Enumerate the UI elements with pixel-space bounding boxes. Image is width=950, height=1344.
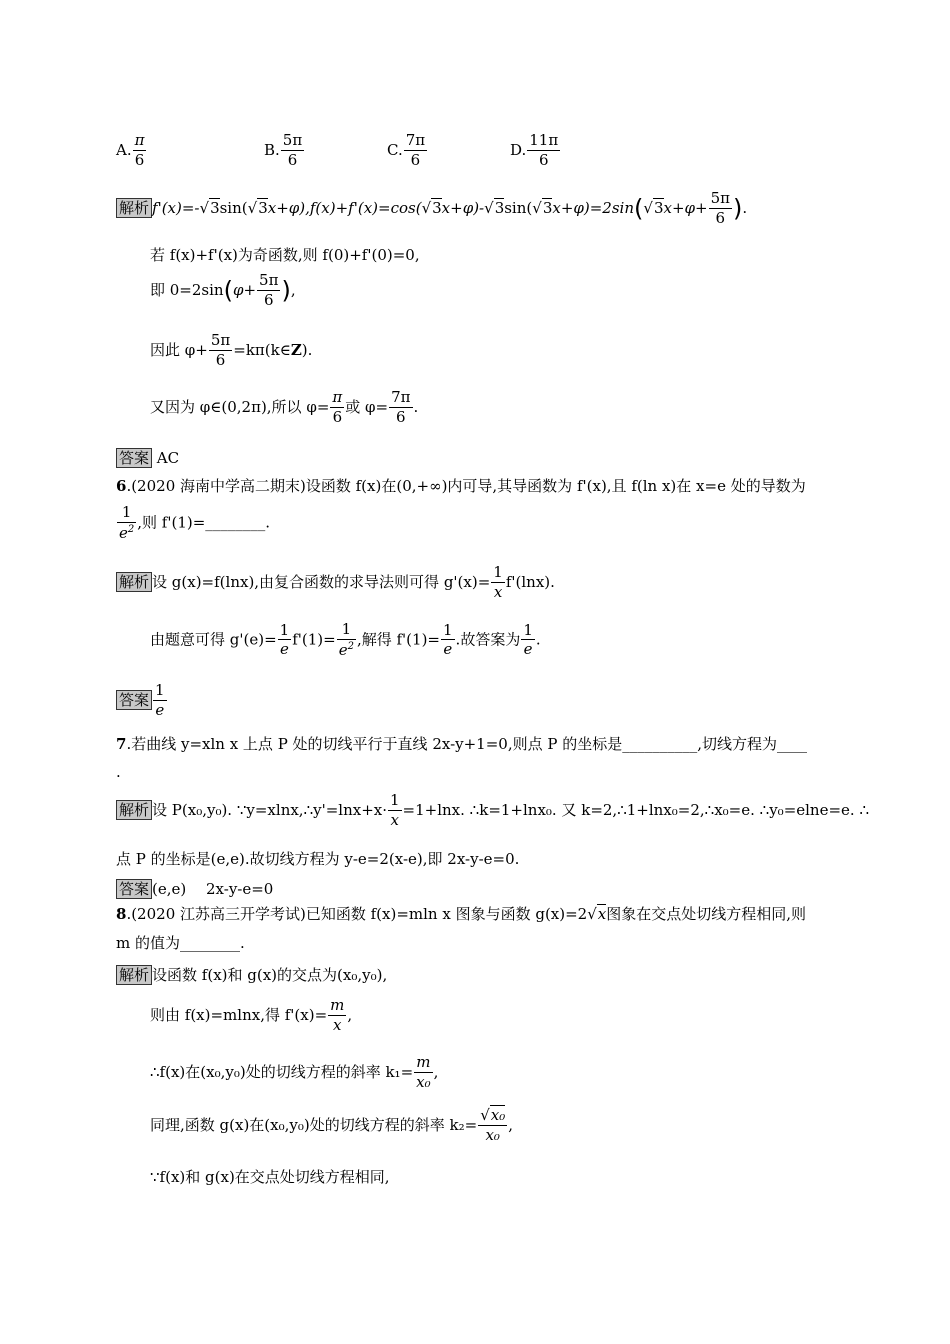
analysis-tag: 解析 [116,800,152,820]
choice-d: D. $\frac{11\pi}{6}$ [510,131,559,169]
choice-c: C. $\frac{7\pi}{6}$ [387,131,426,169]
q5-answer: 答案 AC [116,448,179,468]
one-over-e: $\frac{1}{e}$ [443,620,453,659]
q8-analysis-line3: ∴f(x)在(x₀,y₀)处的切线方程的斜率 k₁= $\frac{m}{\text{x₀}}$ , [150,1053,439,1091]
q6-blank: ________ [205,513,266,532]
choice-a: A. $\frac{\pi}{6}$ [116,131,145,169]
choice-a-fraction: $\frac{\pi}{6}$ [134,131,145,169]
choice-c-fraction: $\frac{7\pi}{6}$ [405,131,426,169]
analysis-tag: 解析 [116,572,152,592]
q7-analysis-line1: 解析 设 P(x₀,y₀). ∵y=xlnx,∴y'=lnx+x· $\frac{1}{x}$ =1+lnx. ∴k=1+lnx₀. 又 k=2,∴1+lnx₀=2,∴x₀=e. ∴y₀=elne=e. ∴ [116,793,869,829]
q6-answer [116,683,168,719]
one-over-e: $\frac{1}{e}$ [155,681,165,719]
analysis-tag: 解析 [116,965,152,985]
q5-analysis-line1: 解析 f'(x)=-√3sin(√3x+φ),f(x)+f'(x)=cos(√3x+φ)-√3sin(√3x+φ)=2sin(√3x+φ+ $\frac{5\pi}{6}$ ). [116,191,747,227]
q8-question-line2: m 的值为________. [116,934,245,952]
m-over-x0: $\frac{m}{\text{x₀}}$ [416,1053,431,1091]
q7-answer: 答案 (e,e) 2x-y-e=0 [116,879,273,899]
q5-step2: 即 0=2sin(φ+ $\frac{5\pi}{6}$ ), [150,271,296,309]
five-pi-over-six: $\frac{5\pi}{6}$ [259,271,279,309]
q7-question: 7.若曲线 y=xln x 上点 P 处的切线平行于直线 2x-y+1=0,则点 P 的坐标是__________,切线方程为____ [116,735,808,753]
pi-over-six: $\frac{\pi}{6}$ [332,388,343,426]
q6-question: 6.(2020 海南中学高二期末)设函数 f(x)在(0,+∞)内可导,其导函数为 f'(x),且 f(ln x)在 x=e 处的导数为 [116,477,806,495]
q5-step3: 因此 φ+ $\frac{5\pi}{6}$ =kπ(k∈Z). [150,331,313,369]
answer-tag: 答案 [116,448,152,468]
answer-tag: 答案 [116,690,152,710]
q7-question-cont: . [116,763,121,781]
q7-analysis-line2: 点 P 的坐标是(e,e).故切线方程为 y-e=2(x-e),即 2x-y-e=0. [116,850,520,868]
q8-blank: ________ [180,934,240,952]
one-over-e: $\frac{1}{e}$ [279,620,290,659]
m-over-x: $\frac{m}{x}$ [330,996,345,1034]
q8-question: 8.(2020 江苏高三开学考试)已知函数 f(x)=mln x 图象与函数 g(x)=2√x图象在交点处切线方程相同,则 [116,905,807,923]
sqrt-x0-over-x0: $\frac{\text{√x₀}}{\text{x₀}}$ [480,1106,506,1144]
one-over-x: $\frac{1}{x}$ [390,791,400,829]
answer-tag: 答案 [116,879,152,899]
q7-blank-equation: ____ [777,735,808,753]
q8-analysis-line4: 同理,函数 g(x)在(x₀,y₀)处的切线方程的斜率 k₂= $\frac{\text{√x₀}}{\text{x₀}}$ , [150,1106,514,1144]
q8-analysis-line5: ∵f(x)和 g(x)在交点处切线方程相同, [150,1168,390,1186]
one-over-e: $\frac{1}{e}$ [523,620,533,659]
one-over-e-squared: $\frac{1}{e^2}$ [338,620,354,659]
q5-step4: 又因为 φ∈(0,2π),所以 φ= $\frac{\pi}{6}$ 或 φ= $\frac{7\pi}{6}$ . [150,388,419,426]
choice-b: B. $\frac{5\pi}{6}$ [264,131,303,169]
five-pi-over-six: $\frac{5\pi}{6}$ [210,331,231,369]
q6-question-line2: $\frac{1}{e^2}$ ,则 f'(1)=________. [119,503,271,542]
seven-pi-over-six: $\frac{7\pi}{6}$ [391,388,411,426]
choice-d-fraction: $\frac{11\pi}{6}$ [529,131,559,169]
one-over-e-squared: $\frac{1}{e^2}$ [119,503,135,542]
q5-step1: 若 f(x)+f'(x)为奇函数,则 f(0)+f'(0)=0, [150,246,420,264]
choice-b-fraction: $\frac{5\pi}{6}$ [282,131,303,169]
one-over-x: $\frac{1}{x}$ [493,563,503,601]
q8-analysis-line2: 则由 f(x)=mlnx,得 f'(x)= $\frac{m}{x}$ , [150,996,353,1034]
q7-blank-point: __________ [622,735,698,753]
q6-analysis-line2: 由题意可得 g'(e)= $\frac{1}{e}$ f'(1)= $\frac{1}{e^2}$ ,解得 f'(1)= $\frac{1}{e}$ .故答案为 $\frac{1}{e}$ . [150,620,541,659]
five-pi-over-six: $\frac{5\pi}{6}$ [710,189,731,227]
q6-analysis-line1: 解析 设 g(x)=f(lnx),由复合函数的求导法则可得 g'(x)= $\frac{1}{x}$ f'(lnx). [116,565,555,601]
q8-analysis-line1: 解析 设函数 f(x)和 g(x)的交点为(x₀,y₀), [116,965,387,985]
analysis-tag: 解析 [116,198,152,218]
